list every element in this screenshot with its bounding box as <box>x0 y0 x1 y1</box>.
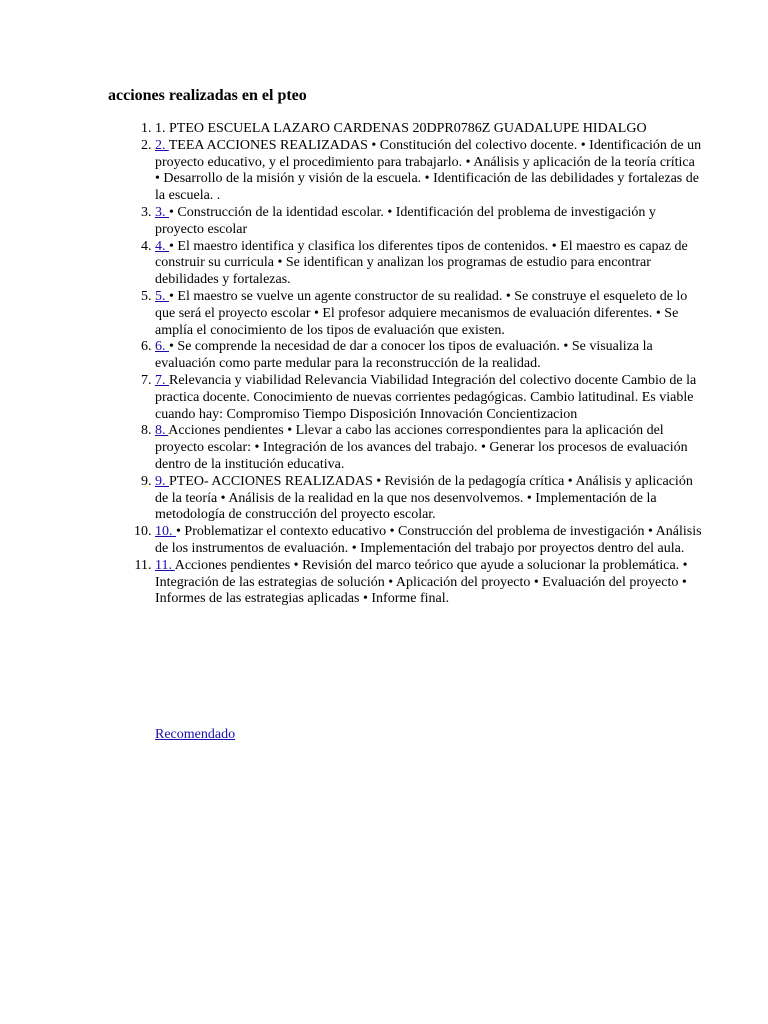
list-item-text: TEEA ACCIONES REALIZADAS • Constitución del colectivo docente. • Identificación de un proyecto educativo, y el procedimiento para trabajarlo. • Análisis y aplicación de la teoría crítica • Desarrollo de la misión y visión de la escuela. • Identificación de las debilidades y fortalezas de la escuela. . <box>155 137 702 204</box>
list-item-7 <box>155 373 703 423</box>
list-item-text: PTEO- ACCIONES REALIZADAS • Revisión de la pedagogía crítica • Análisis y aplicación de la teoría • Análisis de la realidad en la que nos desenvolvemos. • Implementación de la metodología de construcción del proyecto escolar. <box>155 473 693 523</box>
item-link-9[interactable]: 9. <box>155 473 169 489</box>
list-item-8 <box>155 423 703 473</box>
list-item-text: Acciones pendientes • Revisión del marco teórico que ayude a solucionar la problemática. • Integración de las estrategias de solución • Aplicación del proyecto • Evaluación del proyecto • Informes de las estrategias aplicadas • Informe final. <box>155 557 688 607</box>
list-item-5 <box>155 289 703 339</box>
list-item-text: Acciones pendientes • Llevar a cabo las acciones correspondientes para la aplicación del proyecto escolar: • Integración de los avances del trabajo. • Generar los procesos de evaluación dentro de la institución educativa. <box>155 423 688 472</box>
item-link-2[interactable]: 2. <box>155 137 169 153</box>
list-item-9 <box>155 474 703 524</box>
list-item-text: • Se comprende la necesidad de dar a conocer los tipos de evaluación. • Se visualiza la evaluación como parte medular para la reconstrucción de la realidad. <box>155 339 653 372</box>
list-item-11 <box>155 558 703 608</box>
item-link-4[interactable]: 4. <box>155 238 169 254</box>
list-item-10 <box>155 524 703 558</box>
list-item-3 <box>155 205 703 239</box>
recommended-link[interactable]: Recomendado <box>155 727 236 742</box>
item-link-11[interactable]: 11. <box>155 557 175 573</box>
list-item-2 <box>155 138 703 205</box>
list-item-6 <box>155 339 703 373</box>
list-item-text: 1. PTEO ESCUELA LAZARO CARDENAS 20DPR0786Z GUADALUPE HIDALGO <box>155 121 647 136</box>
list-item-4 <box>155 239 703 289</box>
list-item-text: • Construcción de la identidad escolar. • Identificación del problema de investigación y proyecto escolar <box>155 204 656 237</box>
item-link-8[interactable]: 8. <box>155 423 169 439</box>
item-link-5[interactable]: 5. <box>155 288 169 304</box>
page-title: acciones realizadas en el pteo <box>108 87 307 104</box>
list-item-text: • Problematizar el contexto educativo • Construcción del problema de investigación • Análisis de los instrumentos de evaluación. • Implementación del trabajo por proyectos dentro del aula. <box>155 524 702 556</box>
item-link-7[interactable]: 7. <box>155 372 169 388</box>
actions-list <box>108 121 703 608</box>
list-item-1 <box>155 121 703 138</box>
item-link-10[interactable]: 10. <box>155 524 176 540</box>
list-item-text: • El maestro identifica y clasifica los diferentes tipos de contenidos. • El maestro es capaz de construir su curricula • Se identifican y analizan los programas de estudio para encontrar debilidades y fortalezas. <box>155 238 688 288</box>
list-item-text: Relevancia y viabilidad Relevancia Viabilidad Integración del colectivo docente Cambio de la practica docente. Conocimiento de nuevas corrientes pedagógicas. Cambio latitudinal. Es viable cuando hay: Compromiso Tiempo Disposición Innovación Concientizacion <box>155 372 697 422</box>
item-link-6[interactable]: 6. <box>155 339 169 355</box>
list-item-text: • El maestro se vuelve un agente constructor de su realidad. • Se construye el esqueleto de lo que será el proyecto escolar • El profesor adquiere mecanismos de evaluación diferentes. • Se amplía el conocimiento de los tipos de evaluación que existen. <box>155 288 688 338</box>
item-link-3[interactable]: 3. <box>155 204 169 220</box>
